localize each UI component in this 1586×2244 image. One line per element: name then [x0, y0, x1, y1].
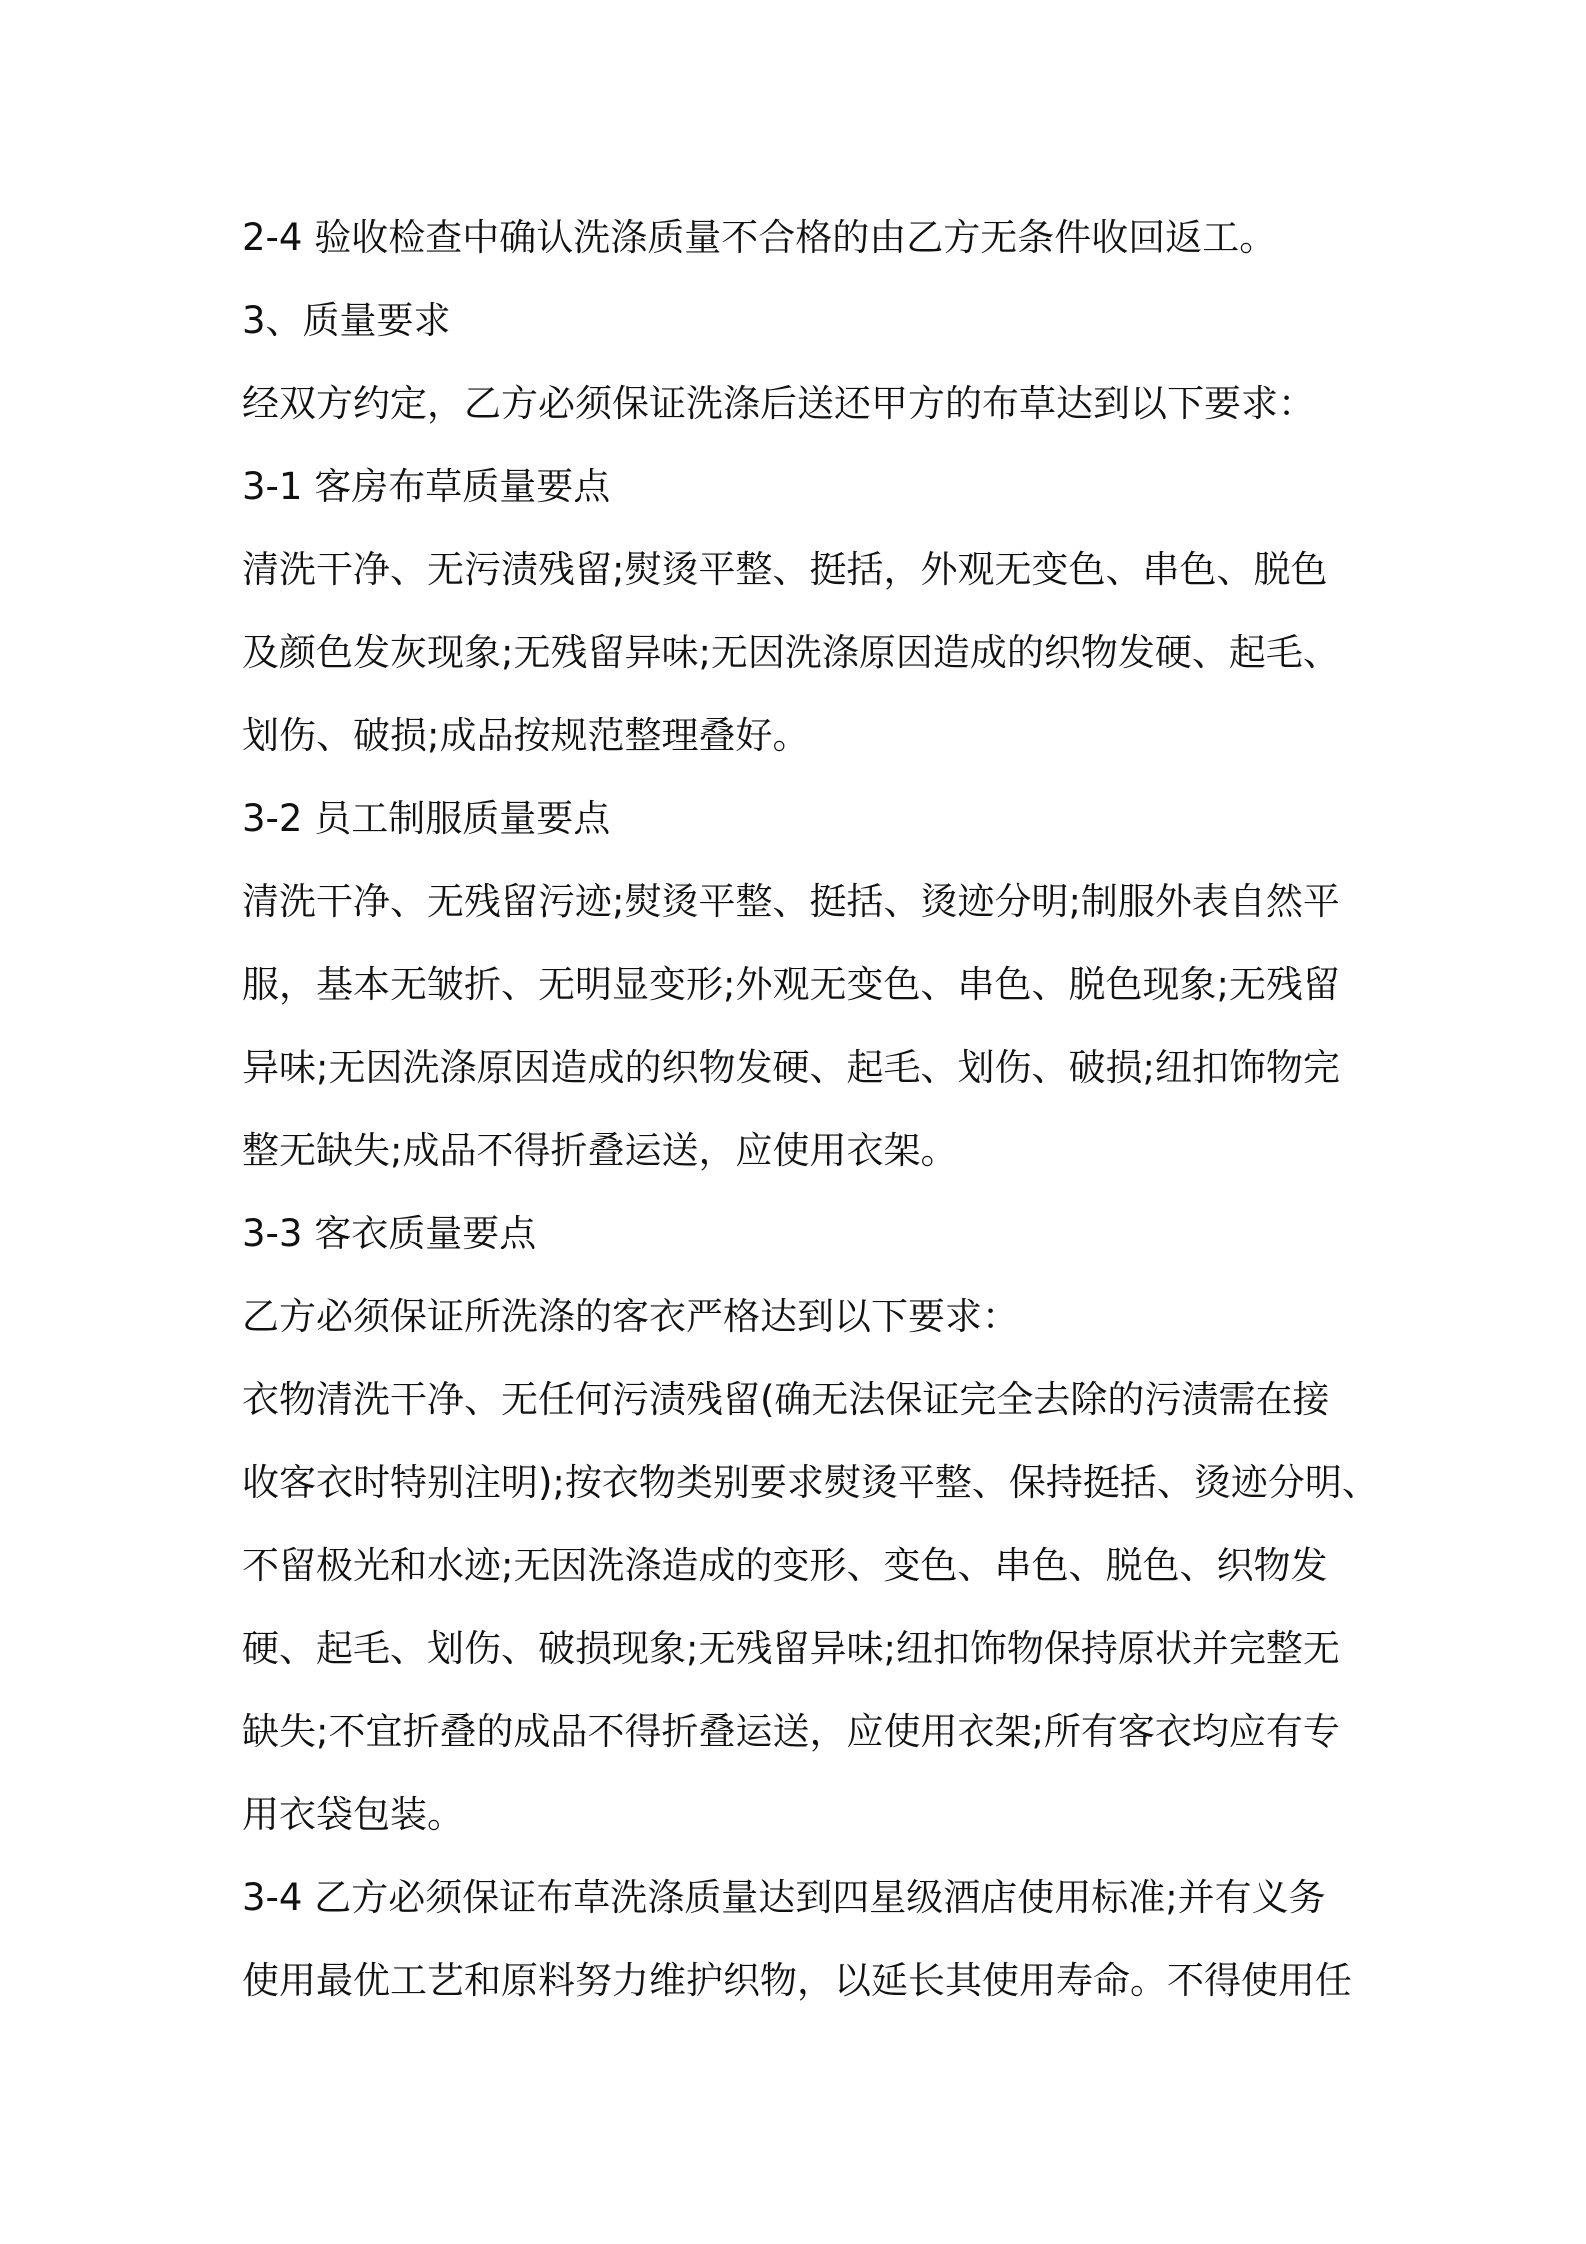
clause-3-1-text-line-2: 及颜色发灰现象;无残留异味;无因洗涤原因造成的织物发硬、起毛、	[242, 631, 1340, 674]
clause-3-2-heading: 3-2 员工制服质量要点	[242, 797, 611, 840]
clause-3-3-text-line-1: 衣物清洗干净、无任何污渍残留(确无法保证完全去除的污渍需在接	[242, 1378, 1330, 1421]
clause-3-1-heading: 3-1 客房布草质量要点	[242, 465, 611, 508]
clause-3-1-text-line-3: 划伤、破损;成品按规范整理叠好。	[242, 714, 810, 757]
section-3-intro: 经双方约定，乙方必须保证洗涤后送还甲方的布草达到以下要求：	[242, 382, 1315, 425]
document-body	[242, 196, 1379, 2022]
clause-3-3-text-line-5: 缺失;不宜折叠的成品不得折叠运送，应使用衣架;所有客衣均应有专	[242, 1710, 1340, 1753]
clause-3-3-text-line-3: 不留极光和水迹;无因洗涤造成的变形、变色、串色、脱色、织物发	[242, 1544, 1328, 1587]
section-3-heading: 3、质量要求	[242, 299, 451, 342]
clause-2-4-text: 2-4 验收检查中确认洗涤质量不合格的由乙方无条件收回返工。	[242, 216, 1277, 259]
clause-3-2-text-line-1: 清洗干净、无残留污迹;熨烫平整、挺括、烫迹分明;制服外表自然平	[242, 880, 1340, 923]
clause-3-1-text-line-1: 清洗干净、无污渍残留;熨烫平整、挺括，外观无变色、串色、脱色	[242, 548, 1328, 591]
clause-3-3-intro: 乙方必须保证所洗涤的客衣严格达到以下要求：	[242, 1295, 1019, 1338]
clause-3-2-text-line-2: 服，基本无皱折、无明显变形;外观无变色、串色、脱色现象;无残留	[242, 963, 1340, 1006]
clause-3-2-text-line-4: 整无缺失;成品不得折叠运送，应使用衣架。	[242, 1129, 958, 1172]
clause-3-2-text-line-3: 异味;无因洗涤原因造成的织物发硬、起毛、划伤、破损;纽扣饰物完	[242, 1046, 1340, 1089]
clause-3-3-text-line-4: 硬、起毛、划伤、破损现象;无残留异味;纽扣饰物保持原状并完整无	[242, 1627, 1340, 1670]
clause-3-3-text-line-6: 用衣袋包装。	[242, 1793, 464, 1836]
clause-3-3-text-line-2: 收客衣时特别注明);按衣物类别要求熨烫平整、保持挺括、烫迹分明、	[242, 1461, 1379, 1504]
clause-3-4-text-line-2: 使用最优工艺和原料努力维护织物，以延长其使用寿命。不得使用任	[242, 1959, 1352, 2002]
clause-3-4-text-line-1: 3-4 乙方必须保证布草洗涤质量达到四星级酒店使用标准;并有义务	[242, 1876, 1326, 1919]
clause-3-3-heading: 3-3 客衣质量要点	[242, 1212, 537, 1255]
